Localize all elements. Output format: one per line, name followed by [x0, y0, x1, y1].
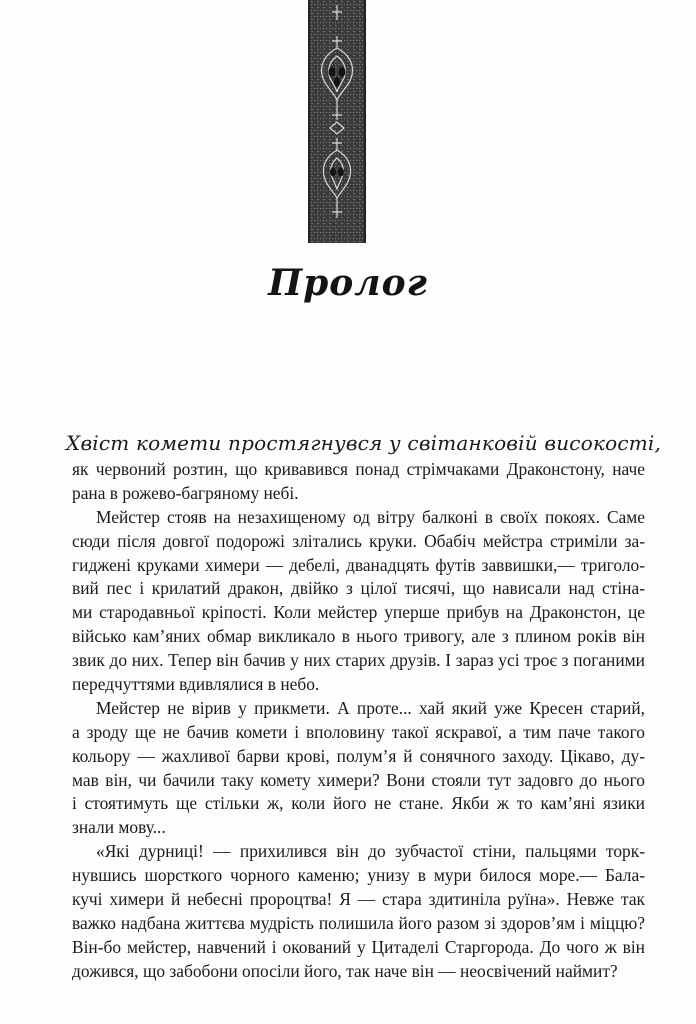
text-line: рана в рожево-багряному небі.	[72, 482, 299, 503]
text-line: дожився, що забобони опосіли його, так наче він — неосвічений наймит?	[72, 960, 618, 981]
text-line: вий пес і крилатий дракон, двійко з цілої тисячі, що нависали над стіна-	[72, 578, 645, 599]
text-line: гиджені круками химери — дебелі, дванадцять футів заввишки,— триголо-	[72, 554, 645, 575]
text-line: а зроду ще не бачив комети і вполовину такої яскравої, а тим паче такого	[72, 721, 645, 742]
paragraph-2	[72, 506, 645, 697]
text-line: військо кам’яних обмар викликало в нього тривогу, але з плином років він	[72, 626, 645, 647]
text-line: «Які дурниці! — прихилився він до зубчастої стіни, пальцями торк-	[96, 841, 645, 862]
text-line: передчуттями вдивлялися в небо.	[72, 674, 320, 695]
text-line: знали мову...	[72, 817, 166, 838]
text-line: Мейстер стояв на незахищеному од вітру балконі в своїх покоях. Саме	[96, 506, 645, 527]
chapter-body	[66, 428, 662, 984]
text-line: сюди після довгої подорожі злітались круки. Обабіч мейстра стриміли за-	[72, 530, 645, 551]
text-line: звик до них. Тепер він бачив у них старих друзів. І зараз усі троє з поганими	[72, 650, 645, 671]
text-line: і стоятимуть ще стільки ж, коли його не стане. Якби ж то кам’яні язики	[72, 793, 645, 814]
text-line: мав він, чи бачили таку комету химери? Вони стояли тут задовго до нього	[72, 769, 645, 790]
text-line: ми стародавньої кріпості. Коли мейстер уперше прибув на Драконстон, це	[72, 602, 645, 623]
chapter-title: Пролог	[268, 262, 428, 304]
paragraph-3	[72, 697, 645, 840]
text-line: Він-бо мейстер, навчений і окований у Цитаделі Старгорода. До чого ж він	[72, 936, 645, 957]
opening-line: Хвіст комети простягнувся у світанковій високості,	[66, 431, 662, 455]
text-line: важко надбана життєва мудрість полишила його разом зі здоров’ям і міццю?	[72, 912, 645, 933]
paragraph-4	[72, 840, 645, 983]
text-line: Мейстер не вірив у прикмети. А проте... хай який уже Кресен старий,	[96, 697, 645, 718]
paragraph-1	[72, 458, 645, 506]
text-line: кольору — жахливої барви крові, полум’я й сонячного заходу. Цікаво, ду-	[72, 745, 645, 766]
text-line: кучі химери й небесні пророцтва! Я — стара здитиніла руїна». Невже так	[72, 889, 645, 910]
text-line: як червоний розтин, що кривавився понад стрімчаками Драконстону, наче	[72, 459, 645, 479]
text-line: нувшись шорсткого чорного каменю; унизу в мури билося море.— Бала-	[72, 865, 645, 886]
ornament-band-icon	[308, 0, 366, 243]
